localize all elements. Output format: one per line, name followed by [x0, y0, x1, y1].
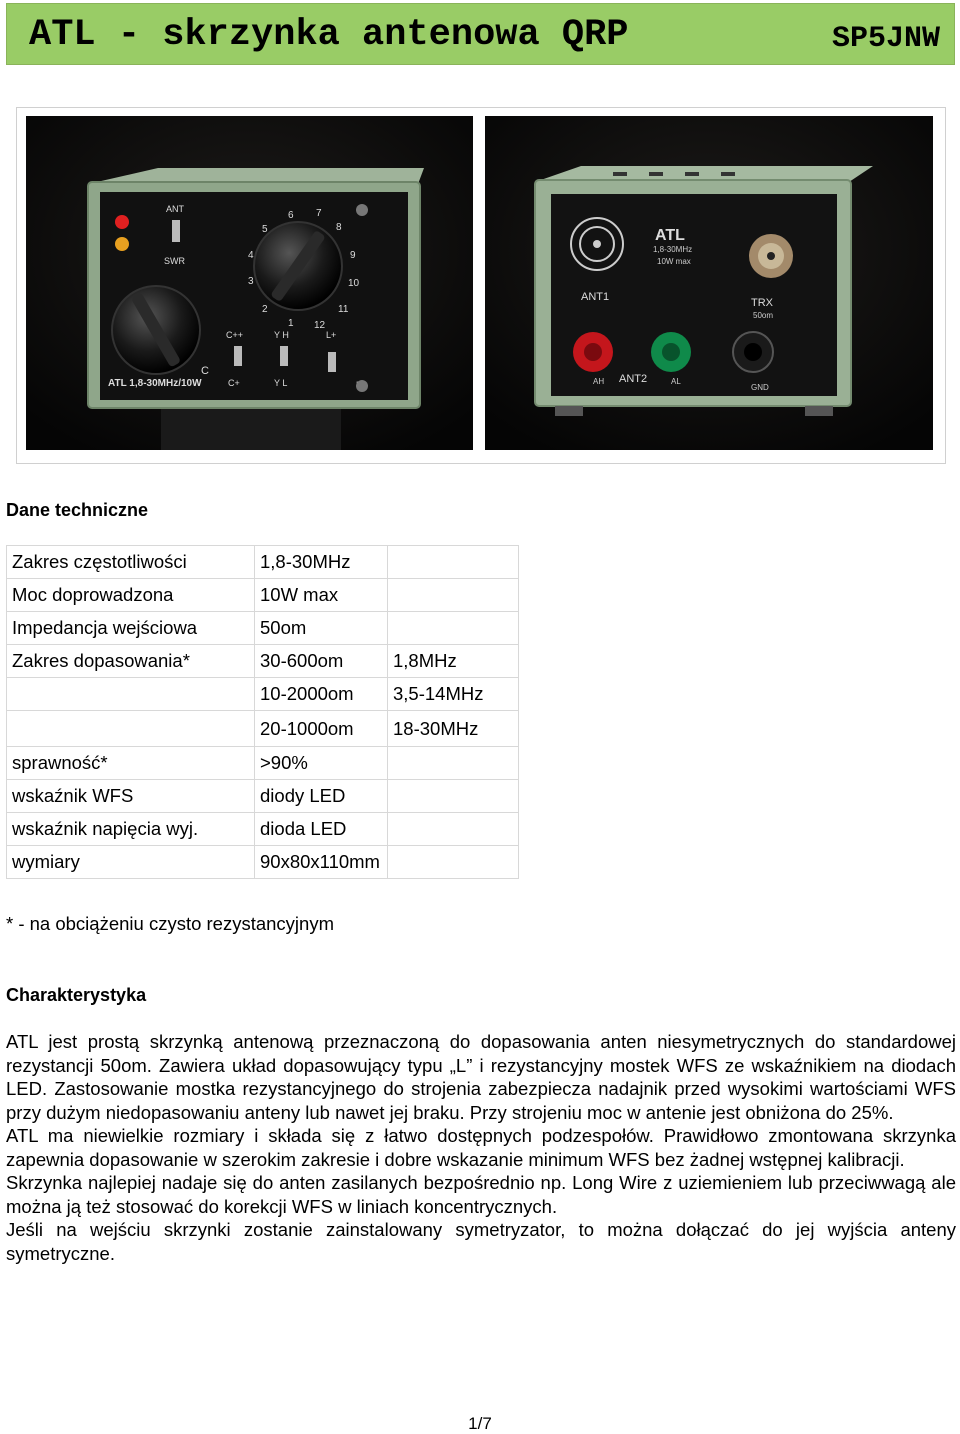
- dial-num-2: 2: [262, 304, 268, 315]
- spec-label: wymiary: [7, 846, 255, 879]
- label-yl: Y L: [274, 378, 288, 388]
- table-row: [7, 780, 519, 813]
- table-row: [7, 678, 519, 711]
- dial-num-12: 12: [314, 320, 326, 331]
- label-freq-range: 1,8-30MHz: [653, 245, 693, 254]
- specs-table: [6, 545, 519, 879]
- spec-label: wskaźnik napięcia wyj.: [7, 813, 255, 846]
- table-row: [7, 846, 519, 879]
- spec-extra: 18-30MHz: [388, 711, 519, 747]
- spec-label: Impedancja wejściowa: [7, 612, 255, 645]
- label-50om: 50om: [753, 311, 774, 320]
- dial-num-1: 1: [288, 318, 294, 329]
- dial-num-4: 4: [248, 250, 254, 261]
- swr-led-red: [115, 215, 129, 229]
- spec-extra: 3,5-14MHz: [388, 678, 519, 711]
- spec-label: Moc doprowadzona: [7, 579, 255, 612]
- spec-label: sprawność*: [7, 747, 255, 780]
- description: [6, 1030, 956, 1265]
- spec-value: 50om: [255, 612, 388, 645]
- spec-value: 30-600om: [255, 645, 388, 678]
- spec-value: diody LED: [255, 780, 388, 813]
- spec-value: 10W max: [255, 579, 388, 612]
- table-row: [7, 711, 519, 747]
- page-number: 1/7: [468, 1414, 492, 1433]
- paragraph: Jeśli na wejściu skrzynki zostanie zainstalowany symetryzator, to można dołączać do jej wyjścia anteny symetryczne.: [6, 1219, 956, 1264]
- paragraph: ATL jest prostą skrzynką antenową przeznaczoną do dopasowania anten niesymetrycznych do standardowej rezystancji 50om. Zawiera układ dopasowujący typu „L” i rezystancyjny mostek WFS ze wskaźnikiem na diodach LED. Zastosowanie mostka rezystancyjnego do strojenia zabezpiecza nadajnik przed wysokimi wartościami WFS przy dużym niedopasowaniu anteny lub nawet jej braku. Przy strojeniu moc w antenie jest obniżona do 25%.: [6, 1031, 956, 1123]
- spec-value: 10-2000om: [255, 678, 388, 711]
- label-cp: C+: [228, 378, 240, 388]
- spec-extra: [388, 747, 519, 780]
- spec-extra: [388, 780, 519, 813]
- paragraph: ATL ma niewielkie rozmiary i składa się z łatwo dostępnych podzespołów. Prawidłowo zmontowana skrzynka zapewnia dopasowanie w szerokim zakresie i dobre wskazanie minimum WFS bez żadnej wstępnej kalibracji.: [6, 1125, 956, 1170]
- label-cpp: C++: [226, 330, 244, 340]
- dial-num-3: 3: [248, 276, 254, 287]
- spec-label: Zakres częstotliwości: [7, 546, 255, 579]
- table-row: [7, 579, 519, 612]
- label-power: 10W max: [657, 257, 691, 266]
- table-row: [7, 813, 519, 846]
- spec-value: 1,8-30MHz: [255, 546, 388, 579]
- page-title: ATL - skrzynka antenowa QRP: [29, 14, 629, 56]
- label-ah: AH: [593, 377, 605, 386]
- spec-label: Zakres dopasowania*: [7, 645, 255, 678]
- dial-num-8: 8: [336, 222, 342, 233]
- spec-extra: [388, 846, 519, 879]
- photo-front-panel: [26, 116, 473, 450]
- spec-value: >90%: [255, 747, 388, 780]
- photo-frame: [16, 107, 946, 464]
- table-row: [7, 546, 519, 579]
- label-swr: SWR: [164, 256, 185, 266]
- spec-label: [7, 678, 255, 711]
- dial-num-5: 5: [262, 224, 268, 235]
- section-heading-characteristics: Charakterystyka: [6, 985, 147, 1005]
- spec-label: [7, 711, 255, 747]
- photo-rear-panel: [485, 116, 933, 450]
- spec-extra: [388, 579, 519, 612]
- label-ant2: ANT2: [619, 373, 648, 385]
- section-heading-specs: Dane techniczne: [6, 500, 149, 520]
- dial-num-10: 10: [348, 278, 360, 289]
- spec-extra: [388, 546, 519, 579]
- callsign: SP5JNW: [831, 22, 940, 56]
- label-ant: ANT: [166, 204, 184, 214]
- label-atl-rear: ATL: [655, 227, 685, 244]
- label-gnd: GND: [751, 383, 769, 392]
- dial-num-11: 11: [338, 304, 349, 315]
- label-lp: L+: [326, 330, 337, 340]
- spec-extra: 1,8MHz: [388, 645, 519, 678]
- label-atl-front: ATL 1,8-30MHz/10W: [108, 378, 202, 389]
- spec-value: dioda LED: [255, 813, 388, 846]
- dial-num-9: 9: [350, 250, 356, 261]
- label-ant1: ANT1: [581, 291, 610, 303]
- dial-num-7: 7: [316, 208, 322, 219]
- label-trx: TRX: [751, 297, 773, 309]
- spec-extra: [388, 813, 519, 846]
- label-c-arrow: C: [201, 365, 209, 377]
- title-bar: [6, 3, 955, 65]
- spec-extra: [388, 612, 519, 645]
- table-row: [7, 747, 519, 780]
- spec-label: wskaźnik WFS: [7, 780, 255, 813]
- table-row: [7, 645, 519, 678]
- table-row: [7, 612, 519, 645]
- swr-led-amber: [115, 237, 129, 251]
- label-yh: Y H: [274, 330, 289, 340]
- paragraph: Skrzynka najlepiej nadaje się do anten zasilanych bezpośrednio np. Long Wire z uziemieniem lub przeciwwagą ale można ją też stosować do korekcji WFS w liniach koncentrycznych.: [6, 1172, 956, 1217]
- label-al: AL: [671, 377, 681, 386]
- spec-value: 20-1000om: [255, 711, 388, 747]
- footnote: * - na obciążeniu czysto rezystancyjnym: [6, 913, 334, 934]
- spec-value: 90x80x110mm: [255, 846, 388, 879]
- dial-num-6: 6: [288, 210, 294, 221]
